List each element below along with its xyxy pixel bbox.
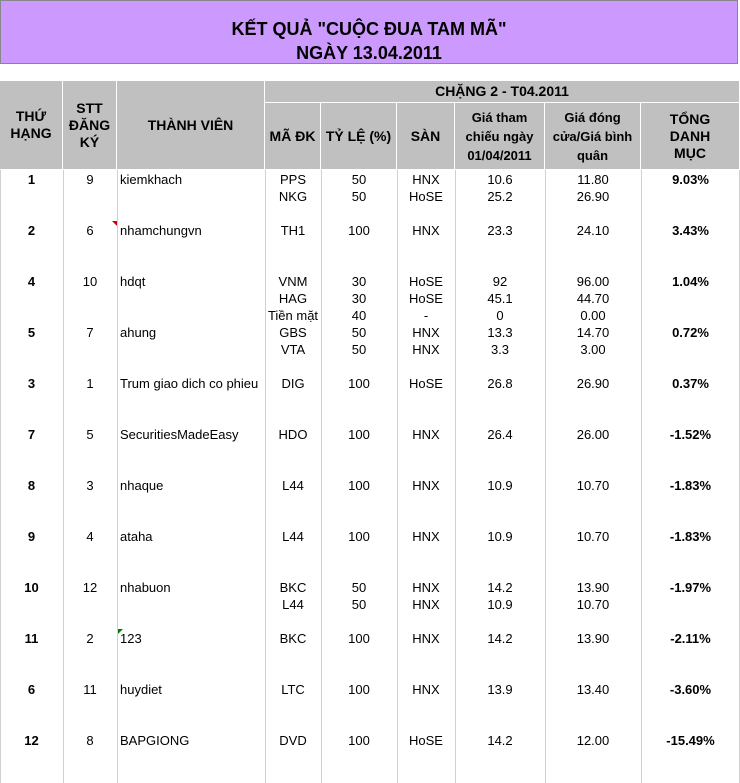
stock-code: DVD bbox=[279, 733, 307, 748]
total-cell: 1.04% bbox=[672, 274, 709, 289]
stock-code: L44 bbox=[282, 529, 304, 544]
rank-cell: 2 bbox=[27, 223, 36, 238]
stock-ratio: 50 bbox=[351, 580, 367, 595]
stock-exchange: HNX bbox=[412, 478, 440, 493]
header-exchange: SÀN bbox=[397, 103, 455, 170]
stock-code: DIG bbox=[281, 376, 305, 391]
stock-ratio: 100 bbox=[348, 631, 370, 646]
stock-code: L44 bbox=[282, 478, 304, 493]
total-cell: -1.83% bbox=[669, 529, 712, 544]
reference-price: 13.9 bbox=[487, 682, 513, 697]
stock-code: VNM bbox=[278, 274, 308, 289]
header-code: MÃ ĐK bbox=[265, 103, 321, 170]
member-name: ataha bbox=[120, 529, 153, 544]
stock-ratio: 100 bbox=[348, 376, 370, 391]
stock-code: NKG bbox=[278, 189, 308, 204]
table-header bbox=[0, 81, 740, 170]
rank-cell: 6 bbox=[27, 682, 36, 697]
stock-exchange: HNX bbox=[412, 427, 440, 442]
stock-code: LTC bbox=[281, 682, 305, 697]
rank-cell: 9 bbox=[27, 529, 36, 544]
report-title: KẾT QUẢ "CUỘC ĐUA TAM MÃ" bbox=[231, 19, 507, 39]
stock-ratio: 100 bbox=[348, 529, 370, 544]
total-cell: -15.49% bbox=[666, 733, 715, 748]
stt-cell: 10 bbox=[82, 274, 98, 289]
stock-exchange: HNX bbox=[412, 325, 440, 340]
reference-price: 25.2 bbox=[487, 189, 513, 204]
stt-cell: 12 bbox=[82, 580, 98, 595]
reference-price: 0 bbox=[496, 308, 504, 323]
stock-exchange: HoSE bbox=[409, 189, 443, 204]
member-name: BAPGIONG bbox=[120, 733, 190, 748]
closing-price: 13.90 bbox=[576, 631, 610, 646]
closing-price: 26.90 bbox=[576, 376, 610, 391]
comment-marker bbox=[112, 221, 117, 226]
stock-code: BKC bbox=[279, 631, 307, 646]
stt-cell: 6 bbox=[86, 223, 94, 238]
stock-code: VTA bbox=[280, 342, 306, 357]
member-name: ahung bbox=[120, 325, 157, 340]
member-name: huydiet bbox=[120, 682, 162, 697]
reference-price: 14.2 bbox=[487, 631, 513, 646]
report-date: NGÀY 13.04.2011 bbox=[296, 43, 442, 63]
stt-cell: 1 bbox=[86, 376, 94, 391]
closing-price: 13.90 bbox=[576, 580, 610, 595]
header-ratio: TỶ LỆ (%) bbox=[321, 103, 397, 170]
total-cell: 0.37% bbox=[672, 376, 709, 391]
error-marker bbox=[118, 629, 123, 634]
reference-price: 23.3 bbox=[487, 223, 513, 238]
closing-price: 13.40 bbox=[576, 682, 610, 697]
closing-price: 12.00 bbox=[576, 733, 610, 748]
stt-cell: 3 bbox=[86, 478, 94, 493]
member-name: kiemkhach bbox=[120, 172, 183, 187]
total-cell: 0.72% bbox=[672, 325, 709, 340]
closing-price: 0.00 bbox=[580, 308, 606, 323]
stock-ratio: 100 bbox=[348, 427, 370, 442]
member-name: 123 bbox=[120, 631, 142, 646]
stock-exchange: HoSE bbox=[409, 291, 443, 306]
rank-cell: 12 bbox=[24, 733, 39, 748]
stock-exchange: HNX bbox=[412, 172, 440, 187]
member-name: SecuritiesMadeEasy bbox=[120, 427, 239, 442]
total-cell: -1.83% bbox=[669, 478, 712, 493]
header-close-price: Giá đóng cửa/Giá bình quân bbox=[545, 103, 641, 170]
stock-ratio: 100 bbox=[348, 733, 370, 748]
closing-price: 11.80 bbox=[577, 172, 609, 187]
stock-exchange: HoSE bbox=[409, 274, 443, 289]
stock-exchange: HNX bbox=[412, 529, 440, 544]
reference-price: 10.9 bbox=[487, 597, 513, 612]
closing-price: 10.70 bbox=[576, 529, 610, 544]
reference-price: 10.9 bbox=[487, 478, 513, 493]
member-name: nhaque bbox=[120, 478, 164, 493]
header-rank: THỨ HẠNG bbox=[0, 81, 63, 170]
reference-price: 14.2 bbox=[487, 733, 513, 748]
total-cell: -1.97% bbox=[669, 580, 712, 595]
closing-price: 96.00 bbox=[576, 274, 610, 289]
member-name: nhabuon bbox=[120, 580, 171, 595]
stock-code: BKC bbox=[279, 580, 307, 595]
stt-cell: 5 bbox=[86, 427, 94, 442]
header-ref-price: Giá tham chiếu ngày 01/04/2011 bbox=[455, 103, 545, 170]
stock-ratio: 100 bbox=[348, 682, 370, 697]
reference-price: 10.9 bbox=[487, 529, 513, 544]
stock-ratio: 50 bbox=[351, 325, 367, 340]
stock-code: Tiền mặt bbox=[267, 308, 319, 323]
stock-ratio: 100 bbox=[348, 223, 370, 238]
stock-code: PPS bbox=[279, 172, 306, 187]
stock-ratio: 40 bbox=[351, 308, 367, 323]
rank-cell: 1 bbox=[27, 172, 36, 187]
stock-exchange: - bbox=[423, 308, 429, 323]
reference-price: 92 bbox=[492, 274, 508, 289]
member-name: hdqt bbox=[120, 274, 146, 289]
reference-price: 26.8 bbox=[487, 376, 513, 391]
closing-price: 3.00 bbox=[580, 342, 606, 357]
stock-exchange: HNX bbox=[412, 682, 440, 697]
stock-exchange: HNX bbox=[412, 580, 440, 595]
stt-cell: 9 bbox=[86, 172, 94, 187]
stock-code: HAG bbox=[278, 291, 308, 306]
closing-price: 14.70 bbox=[576, 325, 610, 340]
stock-code: TH1 bbox=[280, 223, 306, 238]
stock-ratio: 30 bbox=[351, 274, 367, 289]
closing-price: 10.70 bbox=[576, 597, 610, 612]
closing-price: 10.70 bbox=[576, 478, 610, 493]
total-cell: -1.52% bbox=[669, 427, 712, 442]
stt-cell: 2 bbox=[86, 631, 94, 646]
rank-cell: 11 bbox=[24, 631, 39, 646]
stock-ratio: 50 bbox=[351, 172, 367, 187]
reference-price: 14.2 bbox=[487, 580, 513, 595]
stt-cell: 7 bbox=[86, 325, 94, 340]
closing-price: 26.00 bbox=[576, 427, 610, 442]
rank-cell: 10 bbox=[24, 580, 39, 595]
stock-exchange: HNX bbox=[412, 342, 440, 357]
stt-cell: 8 bbox=[86, 733, 94, 748]
reference-price: 10.6 bbox=[487, 172, 513, 187]
header-member: THÀNH VIÊN bbox=[117, 81, 265, 170]
total-cell: -3.60% bbox=[669, 682, 712, 697]
rank-cell: 3 bbox=[27, 376, 36, 391]
stt-cell: 11 bbox=[83, 682, 97, 697]
stock-ratio: 100 bbox=[348, 478, 370, 493]
reference-price: 45.1 bbox=[487, 291, 513, 306]
rank-cell: 8 bbox=[27, 478, 36, 493]
stock-ratio: 50 bbox=[351, 597, 367, 612]
stock-exchange: HoSE bbox=[409, 376, 443, 391]
stock-code: HDO bbox=[278, 427, 308, 442]
stock-exchange: HNX bbox=[412, 223, 440, 238]
stt-cell: 4 bbox=[86, 529, 94, 544]
stock-code: GBS bbox=[279, 325, 307, 340]
stock-ratio: 50 bbox=[351, 342, 367, 357]
closing-price: 26.90 bbox=[576, 189, 610, 204]
stock-exchange: HNX bbox=[412, 631, 440, 646]
rank-cell: 5 bbox=[27, 325, 36, 340]
member-name: nhamchungvn bbox=[120, 223, 202, 238]
header-stt: STT ĐĂNG KÝ bbox=[63, 81, 117, 170]
total-cell: 9.03% bbox=[672, 172, 709, 187]
closing-price: 44.70 bbox=[576, 291, 610, 306]
title-banner bbox=[0, 0, 738, 64]
rank-cell: 4 bbox=[27, 274, 36, 289]
header-total: TỔNG DANH MỤC bbox=[641, 103, 740, 170]
header-stage: CHẶNG 2 - T04.2011 bbox=[265, 81, 740, 103]
reference-price: 13.3 bbox=[487, 325, 513, 340]
member-name: Trum giao dich co phieu bbox=[120, 376, 259, 391]
closing-price: 24.10 bbox=[576, 223, 610, 238]
total-cell: -2.11% bbox=[670, 631, 711, 646]
total-cell: 3.43% bbox=[672, 223, 709, 238]
stock-code: L44 bbox=[282, 597, 304, 612]
results-table-body bbox=[0, 170, 740, 783]
stock-exchange: HoSE bbox=[409, 733, 443, 748]
reference-price: 3.3 bbox=[490, 342, 510, 357]
reference-price: 26.4 bbox=[487, 427, 513, 442]
rank-cell: 7 bbox=[27, 427, 36, 442]
stock-exchange: HNX bbox=[412, 597, 440, 612]
stock-ratio: 30 bbox=[351, 291, 367, 306]
stock-ratio: 50 bbox=[351, 189, 367, 204]
